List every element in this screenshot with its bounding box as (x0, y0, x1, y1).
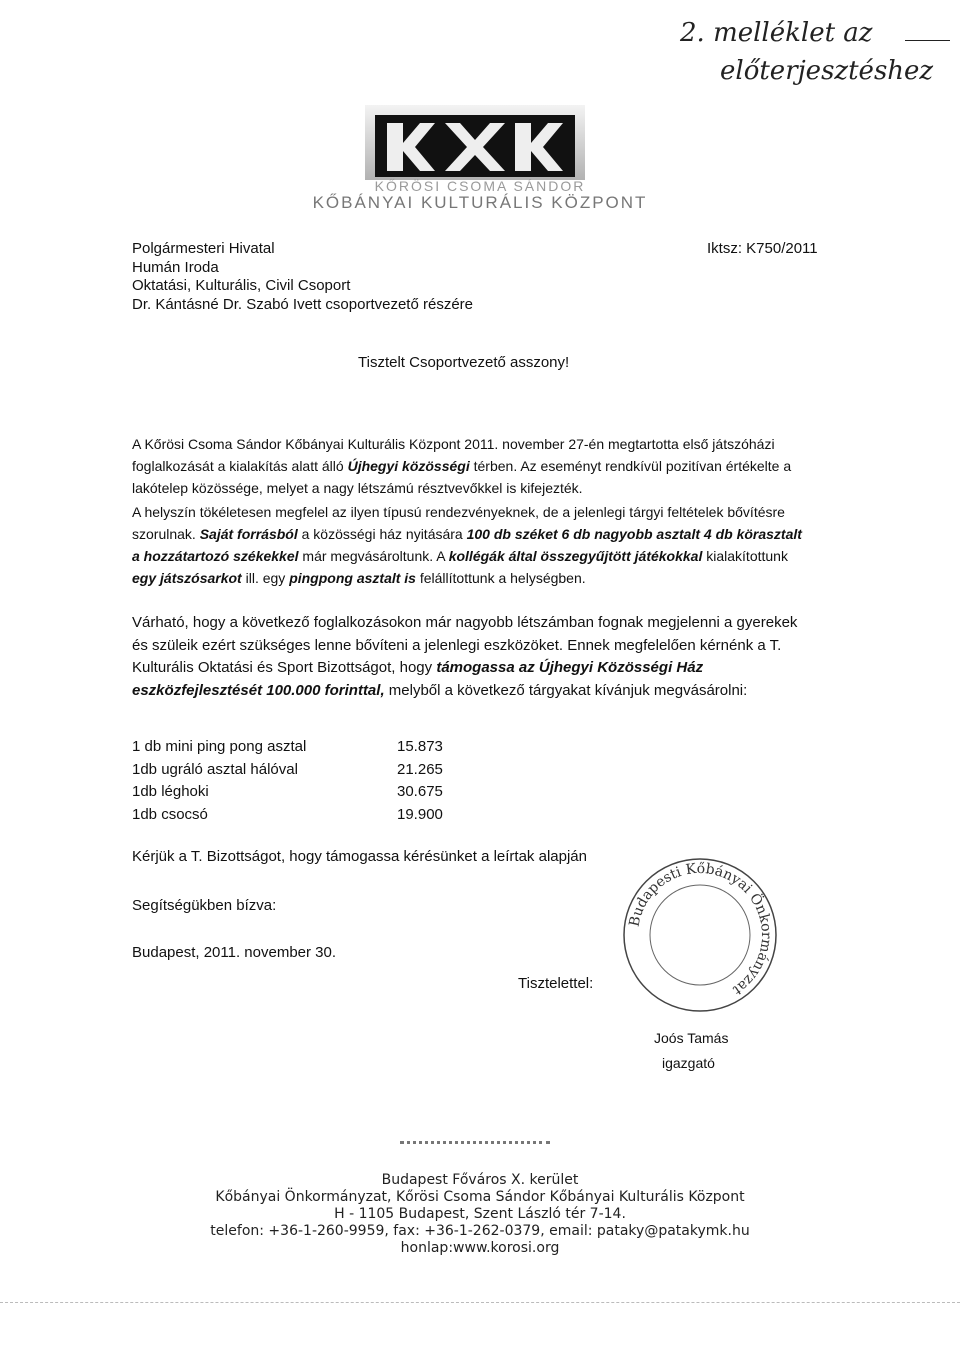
logo-subtitle-2: KŐBÁNYAI KULTURÁLIS KÖZPONT (312, 193, 648, 212)
signer-title: igazgató (662, 1055, 715, 1071)
list-item (132, 736, 477, 759)
signer-name: Joós Tamás (654, 1030, 729, 1046)
official-stamp (620, 855, 780, 1015)
footer-line: Kőbányai Önkormányzat, Kőrösi Csoma Sándor Kőbányai Kulturális Központ (215, 1189, 745, 1205)
item-price: 21.265 (397, 760, 443, 778)
p3-text: melyből a következő tárgyakat kívánjuk megvásárolni: (384, 681, 748, 699)
logo (365, 95, 585, 180)
list-item (132, 804, 477, 827)
item-name: 1db ugráló asztal hálóval (132, 760, 298, 778)
p1-text: térben. Az eseményt rendkívül pozitívan értékelte a lakótelep közössége, melyet a nagy létszámú résztvevőkkel is kifejezték. (132, 458, 792, 496)
p2-text: a közösségi ház nyitására (297, 526, 467, 542)
recipient-line: Oktatási, Kulturális, Civil Csoport (132, 277, 351, 294)
handwritten-dash (905, 40, 950, 41)
paragraph-1 (132, 433, 810, 499)
item-list (132, 736, 477, 826)
logo-subtitle-1: KŐRÖSI CSOMA SÁNDOR (374, 178, 586, 194)
footer-line: Budapest Főváros X. kerület (381, 1172, 579, 1188)
p2-emph: Saját forrásból (199, 526, 298, 542)
footer-line: H - 1105 Budapest, Szent László tér 7-14. (334, 1206, 626, 1222)
paragraph-3 (132, 612, 810, 702)
handwritten-note (680, 14, 933, 90)
p2-text: már megvásároltunk. A (298, 548, 449, 564)
regards-text: Tisztelettel: (518, 975, 594, 992)
stamp-ring-text: Budapesti Kőbányai Önkormányzat (626, 860, 775, 999)
item-price: 19.900 (397, 805, 443, 823)
list-item (132, 759, 477, 782)
handwritten-line-1: 2. melléklet az (680, 18, 873, 48)
page-bottom-rule (0, 1302, 960, 1303)
item-name: 1db csocsó (132, 805, 208, 823)
item-price: 30.675 (397, 783, 443, 800)
p2-text: ill. egy (241, 570, 290, 586)
list-item (132, 781, 477, 804)
request-text: Kérjük a T. Bizottságot, hogy támogassa kérésünket a leírtak alapján (132, 848, 587, 865)
p1-text: A Kőrösi Csoma Sándor Kőbányai Kulturális Központ 2011. november 27-én megtartotta első játszóházi foglalkozását a kialakítás alatt álló (132, 436, 775, 474)
paragraph-2 (132, 501, 810, 589)
footer-line: honlap:www.korosi.org (400, 1240, 560, 1256)
reference-number: Iktsz: K750/2011 (707, 240, 818, 257)
p3-text: Várható, hogy a következő foglalkozásokon már nagyobb létszámban fognak megjelenni a gyerekek és szüleik ezért szükséges lenne bővíteni a jelenlegi eszközöket. Ennek megfelelően kérnénk a T. Kulturális Oktatási és Sport Bizottságot, hogy (132, 614, 798, 676)
p3-emph: támogassa az Újhegyi Közösségi Ház eszközfejlesztését 100.000 forinttal, (132, 659, 704, 699)
footer-line: telefon: +36-1-260-9959, fax: +36-1-262-0379, email: pataky@patakymk.hu (210, 1223, 750, 1239)
salutation: Tisztelt Csoportvezető asszony! (358, 354, 570, 371)
item-name: 1db léghoki (132, 783, 209, 800)
recipient-line: Humán Iroda (132, 258, 219, 276)
recipient-address (132, 240, 473, 314)
p2-text: A helyszín tökéletesen megfelel az ilyen típusú rendezvényeknek, de a jelenlegi tárgyi feltételek bővítésre szorulnak. (132, 504, 785, 542)
place-date: Budapest, 2011. november 30. (132, 944, 337, 961)
p2-text: felállítottunk a helységben. (415, 570, 586, 586)
item-price: 15.873 (397, 738, 443, 755)
recipient-line: Polgármesteri Hivatal (132, 240, 275, 257)
p2-emph: egy játszósarkot (132, 570, 242, 586)
svg-text:Budapesti Kőbányai Önkormányza (627, 861, 775, 998)
closing-text: Segítségükben bízva: (132, 897, 277, 914)
p2-emph: 100 db széket 6 db nagyobb asztalt 4 db körasztalt a hozzátartozó székekkel (132, 526, 802, 564)
p2-emph: pingpong asztalt is (289, 570, 416, 586)
logo-graphic (365, 95, 585, 180)
p2-text: kialakítottunk (702, 548, 788, 564)
p2-emph: kollégák által összegyűjtött játékokkal (448, 548, 703, 564)
footer-divider (400, 1141, 550, 1144)
item-name: 1 db mini ping pong asztal (132, 738, 307, 755)
recipient-line: Dr. Kántásné Dr. Szabó Ivett csoportvezető részére (132, 295, 474, 313)
stamp-graphic (620, 855, 780, 1015)
p1-emph: Újhegyi közösségi (347, 458, 470, 474)
handwritten-line-2: előterjesztéshez (720, 56, 934, 86)
footer (0, 1172, 960, 1257)
